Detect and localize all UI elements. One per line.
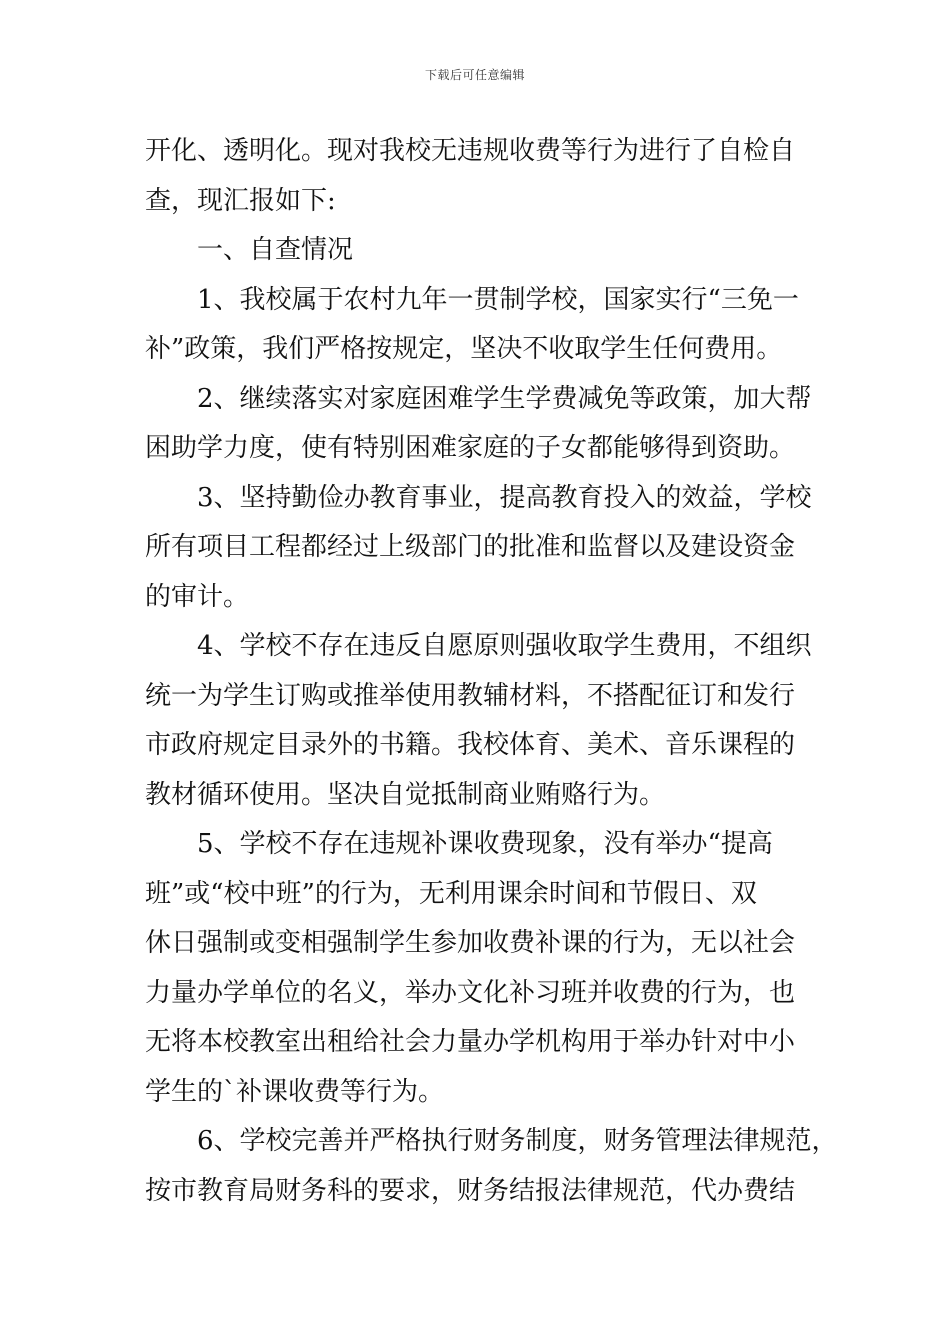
text-line: 统一为学生订购或推举使用教辅材料，不搭配征订和发行 — [145, 680, 796, 711]
text-line: 教材循环使用。坚决自觉抵制商业贿赂行为。 — [145, 779, 666, 810]
document-body — [145, 127, 838, 1216]
text-line: 5、学校不存在违规补课收费现象，没有举办“提高 — [197, 829, 773, 859]
text-line: 按市教育局财务科的要求，财务结报法律规范，代办费结 — [145, 1175, 796, 1206]
text-line: 学生的`补课收费等行为。 — [145, 1076, 445, 1107]
text-line: 的审计。 — [145, 581, 250, 612]
text-line: 市政府规定目录外的书籍。我校体育、美术、音乐课程的 — [145, 730, 796, 760]
text-line: 4、学校不存在违反自愿原则强收取学生费用，不组织 — [197, 631, 812, 661]
text-line: 无将本校教室出租给社会力量办学机构用于举办针对中小 — [145, 1027, 796, 1057]
text-line: 2、继续落实对家庭困难学生学费减免等政策，加大帮 — [197, 383, 812, 414]
text-line: 开化、透明化。现对我校无违规收费等行为进行了自检自 — [145, 136, 796, 166]
text-line: 班”或“校中班”的行为，无利用课余时间和节假日、双 — [145, 878, 757, 909]
text-line: 力量办学单位的名义，举办文化补习班并收费的行为，也 — [145, 977, 796, 1008]
text-line: 补”政策，我们严格按规定，坚决不收取学生任何费用。 — [145, 334, 783, 364]
text-line: 所有项目工程都经过上级部门的批准和监督以及建设资金 — [145, 532, 796, 562]
text-line: 6、学校完善并严格执行财务制度，财务管理法律规范， — [197, 1126, 838, 1156]
text-line: 一、自查情况 — [197, 235, 354, 265]
text-line: 困助学力度，使有特别困难家庭的子女都能够得到资助。 — [145, 433, 796, 463]
page-header-note: 下载后可任意编辑 — [424, 68, 525, 82]
text-line: 休日强制或变相强制学生参加收费补课的行为，无以社会 — [145, 928, 796, 958]
text-line: 1、我校属于农村九年一贯制学校，国家实行“三免一 — [197, 284, 799, 315]
text-line: 查，现汇报如下: — [145, 185, 336, 216]
text-line: 3、坚持勤俭办教育事业，提高教育投入的效益，学校 — [197, 482, 812, 513]
